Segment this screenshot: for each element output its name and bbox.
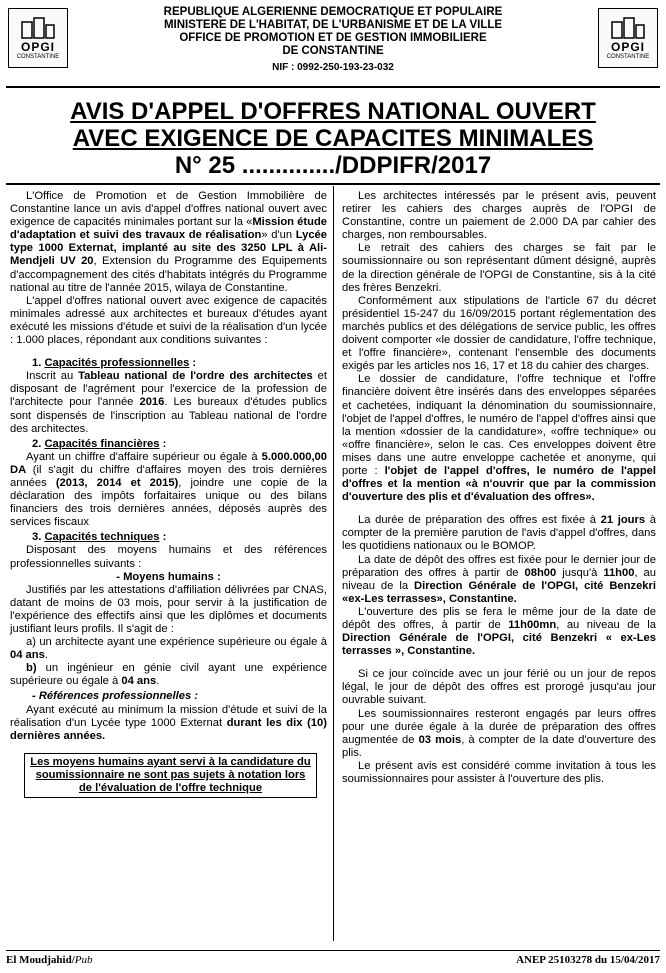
left-column (6, 186, 334, 941)
paragraph: Le dossier de candidature, l'offre technique et l'offre financière doivent être insérés dans des enveloppes séparées et cachetées, indiquant la dénomination du soumissionnaire, l'objet de l'appel d'offres, le numéro de l'appel d'offres ainsi que la mention «dossier de la candidature», «offre technique» ou «offre financière», selon le cas. Ces enveloppes doivent être mises dans une autre enveloppe cachetée et anonyme, qui porte : l'objet de l'appel d'offres, le numéro de l'appel d'offres et la mention «à n'ouvrir que par la commission d'ouverture des plis et d'évaluation des offres». (342, 373, 656, 504)
paragraph: La durée de préparation des offres est fixée à 21 jours à compter de la première parution de l'avis d'appel d'offres, dans les quotidiens nationaux ou le BOMOP. (342, 514, 656, 553)
list-item: a) un architecte ayant une expérience supérieure ou égale à 04 ans. (10, 636, 327, 662)
section-heading: 3. Capacités techniques : (32, 531, 167, 544)
logo-subtext: CONSTANTINE (606, 54, 650, 60)
paragraph: Les architectes intéressés par le présent avis, peuvent retirer les cahiers des charges auprès de l'OPGI de Constantine, contre un paiement de 2.000 DA par cahier des charges, non remboursables. (342, 190, 656, 242)
paragraph: L'ouverture des plis se fera le même jour de la date de dépôt des offres, à partir de 11h00mn, au niveau de la Direction Générale de l'OPGI, cité Benzekri « ex-Les terrasses », Constantine. (342, 605, 656, 658)
logo-text: OPGI (20, 40, 55, 54)
header-line: MINISTERE DE L'HABITAT, DE L'URBANISME ET DE LA VILLE (163, 19, 503, 31)
paragraph: Ayant un chiffre d'affaire supérieur ou égale à 5.000.000,00 DA (il s'agit du chiffre d'affaires moyen des trois dernières années (2013, 2014 et 2015), joindre une copie de la déclaration des impôts forfaitaires unique ou des bilans financiers des trois dernières années, déposés auprès des services fiscaux (10, 450, 328, 529)
header-line: DE CONSTANTINE (282, 45, 384, 57)
paragraph: Justifiés par les attestations d'affiliation délivrées par CNAS, datant de moins de 03 mois, pour servir à la justification de l'expérience des effectifs ainsi que les diplômes et documents justifiant leurs profils. Il s'agit de : (10, 583, 327, 635)
subsection-heading: - Références professionnelles : (32, 690, 199, 703)
title-divider (6, 183, 660, 185)
notice-box: Les moyens humains ayant servi à la candidature du soumissionnaire ne sont pas sujets à notation lors de l'évaluation de l'offre technique (24, 753, 317, 798)
logo-subtext: CONSTANTINE (16, 54, 60, 60)
paragraph: La date de dépôt des offres est fixée pour le dernier jour de préparation des offres à partir de 08h00 jusqu'à 11h00, au niveau de la Direction Générale de l'OPGI, cité Benzekri «ex-Les terrasses», Constantine. (342, 553, 656, 605)
title-number: N° 25 ............../DDPIFR/2017 (174, 152, 492, 179)
publication-credit: El Moudjahid/Pub (6, 954, 93, 966)
notice-title (0, 98, 666, 179)
paragraph: L'appel d'offres national ouvert avec exigence de capacités minimales adressé aux architectes et bureaux d'études ayant exécuté les missions d'étude et suivi de la réalisation d'un lycée : 1.000 places, répondant aux conditions suivantes : (10, 294, 327, 347)
issuer-header (80, 6, 586, 74)
paragraph: Inscrit au Tableau national de l'ordre des architectes et disposant de l'agrément pour l'exercice de la profession de l'architecte pour l'année 2016. Les bureaux d'études publics sont dispensés de l'inscription au Tableau national de l'ordre des architectes. (10, 370, 328, 435)
page-footer (6, 950, 660, 966)
paragraph: Disposant des moyens humains et des références professionnelles suivants : (10, 544, 327, 570)
anep-reference: ANEP 25103278 du 15/04/2017 (516, 954, 660, 966)
logo-text: OPGI (610, 40, 645, 54)
paragraph: Si ce jour coïncide avec un jour férié ou un jour de repos légal, le jour de dépôt des offres est prorogé jusqu'au jour ouvrable suivant. (342, 668, 656, 707)
title-line: AVIS D'APPEL D'OFFRES NATIONAL OUVERT (70, 98, 596, 125)
subsection-heading: - Moyens humains : (116, 570, 221, 583)
paragraph: Le présent avis est considéré comme invitation à tous les soumissionnaires pour assister à l'ouverture des plis. (342, 759, 656, 786)
header-line: REPUBLIQUE ALGERIENNE DEMOCRATIQUE ET POPULAIRE (163, 6, 503, 18)
section-heading: 1. Capacités professionnelles : (32, 357, 197, 370)
title-line: AVEC EXIGENCE DE CAPACITES MINIMALES (72, 125, 594, 152)
section-heading: 2. Capacités financières : (32, 437, 167, 450)
header-line: OFFICE DE PROMOTION ET DE GESTION IMMOBILIERE (179, 32, 487, 44)
right-column (334, 186, 660, 941)
paragraph: Les soumissionnaires resteront engagés par leurs offres pour une durée égale à la durée de préparation des offres augmentée de 03 mois, à compter de la date d'ouverture des plis. (342, 707, 656, 759)
building-icon (608, 16, 648, 40)
nif-number: NIF : 0992-250-193-23-032 (272, 62, 394, 73)
paragraph: L'Office de Promotion et de Gestion Immobilière de Constantine lance un avis d'appel d'offres national ouvert avec exigence de capacités minimales portant sur la «Mission étude d'adaptation et suivi des travaux de réalisation» d'un Lycée type 1000 Externat, implanté au site des 3250 LPL à Ali-Mendjeli UV 20, Extension du Programme des Equipements d'accompagnement des cités d'habitats intégrés du Programme national au titre de l'année 2015, wilaya de Constantine. (10, 190, 327, 294)
building-icon (18, 16, 58, 40)
opgi-logo-left (8, 8, 68, 68)
list-item: b) un ingénieur en génie civil ayant une expérience supérieure ou égale à 04 ans. (10, 662, 327, 688)
notice-body (6, 186, 660, 941)
header-divider (6, 86, 660, 88)
paragraph: Le retrait des cahiers des charges se fait par le soumissionnaire ou son représentant dûment désigné, auprès de la direction générale de l'OPGI de Constantine, sis à la cité des frères Benzekri. (342, 242, 656, 294)
paragraph: Ayant exécuté au minimum la mission d'étude et suivi de la réalisation d'un Lycée type 1000 Externat durant les dix (10) dernières années. (10, 703, 327, 742)
opgi-logo-right (598, 8, 658, 68)
paragraph: Conformément aux stipulations de l'article 67 du décret présidentiel 15-247 du 16/09/2015 portant réglementation des marchés publics et des délégations de service public, les offres doivent comporter «le dossier de candidature, l'offre technique, et l'offre financière», contenant l'ensemble des documents exigés par les articles nos 16, 17 et 18 du cahier des charges. (342, 294, 656, 373)
